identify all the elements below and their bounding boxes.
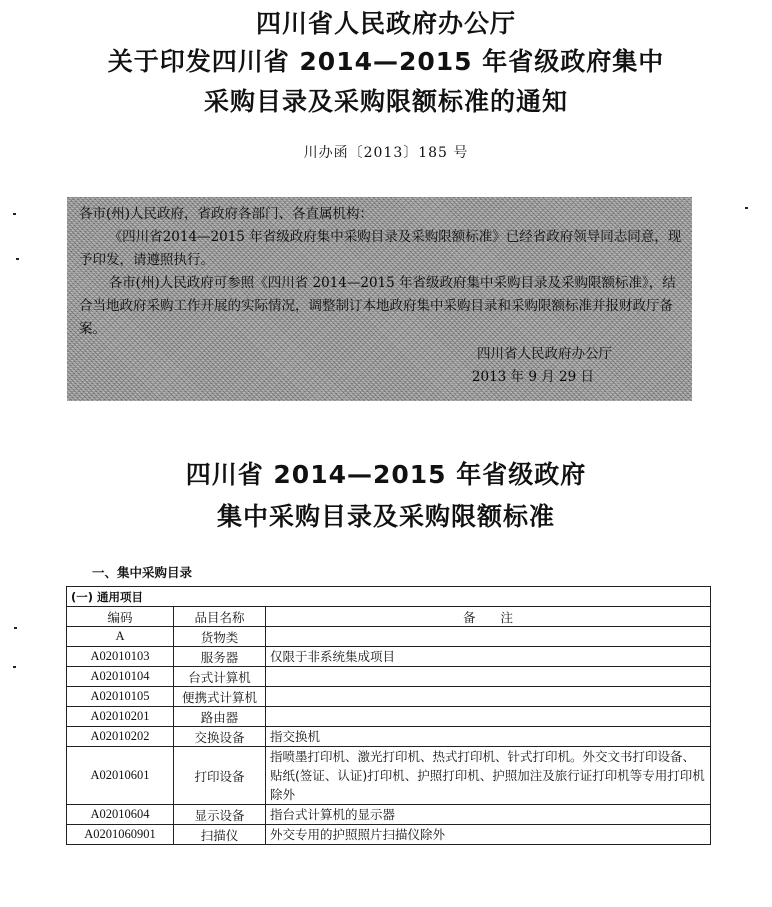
code-cell: A0201060901: [67, 825, 174, 845]
code-cell: A02010604: [67, 805, 174, 825]
column-header-code: 编码: [67, 607, 174, 627]
code-cell: A02010103: [67, 647, 174, 667]
catalog-title-line-1: 四川省 2014—2015 年省级政府: [185, 460, 587, 489]
catalog-title-line-2: 集中采购目录及采购限额标准: [216, 502, 555, 531]
document-title-line-3: 采购目录及采购限额标准的通知: [203, 87, 568, 116]
notice-date: 2013 年 9 月 29 日: [471, 369, 594, 385]
issuer-title: 四川省人民政府办公厅: [255, 9, 516, 38]
column-header-note: 备 注: [266, 607, 711, 627]
notice-paragraph-1: 《四川省2014—2015 年省级政府集中采购目录及采购限额标准》已经省政府领导同志同意，现予印发，请遵照执行。: [79, 229, 682, 268]
table-row: [67, 647, 711, 667]
document-number: 川办函〔2013〕185 号: [303, 145, 469, 161]
table-header-row: [67, 607, 711, 627]
table-group-row: [67, 587, 711, 607]
note-cell: 指交换机: [266, 727, 711, 747]
name-cell: 打印设备: [174, 747, 266, 805]
code-cell: A02010104: [67, 667, 174, 687]
code-cell: A02010201: [67, 707, 174, 727]
name-cell: 便携式计算机: [174, 687, 266, 707]
table-row: [67, 627, 711, 647]
name-cell: 货物类: [174, 627, 266, 647]
table-row: [67, 747, 711, 805]
name-cell: 服务器: [174, 647, 266, 667]
note-cell: 指台式计算机的显示器: [266, 805, 711, 825]
note-cell: [266, 627, 711, 647]
name-cell: 台式计算机: [174, 667, 266, 687]
name-cell: 路由器: [174, 707, 266, 727]
notice-signature: 四川省人民政府办公厅: [477, 346, 612, 362]
scan-speck: [13, 213, 16, 215]
table-row: [67, 687, 711, 707]
scan-speck: [745, 207, 748, 209]
note-cell: [266, 707, 711, 727]
document-title-line-2: 关于印发四川省 2014—2015 年省级政府集中: [107, 47, 665, 76]
notice-paragraph-2: 各市(州)人民政府可参照《四川省 2014—2015 年省级政府集中采购目录及采购限额标准》，结合当地政府采购工作开展的实际情况，调整制订本地政府集中采购目录和采购限额标准并报财政厅备案。: [79, 275, 676, 337]
name-cell: 显示设备: [174, 805, 266, 825]
note-cell: [266, 687, 711, 707]
table-row: [67, 825, 711, 845]
scan-speck: [14, 627, 17, 629]
code-cell: A02010601: [67, 747, 174, 805]
notice-salutation: 各市(州)人民政府，省政府各部门、各直属机构：: [79, 206, 374, 222]
code-cell: A: [67, 627, 174, 647]
scan-speck: [13, 666, 16, 668]
name-cell: 扫描仪: [174, 825, 266, 845]
table-row: [67, 667, 711, 687]
code-cell: A02010202: [67, 727, 174, 747]
column-header-name: 品目名称: [174, 607, 266, 627]
group-label: (一) 通用项目: [67, 587, 711, 607]
section-heading: 一、集中采购目录: [92, 565, 193, 580]
notice-body: [67, 197, 692, 401]
note-cell: 仅限于非系统集成项目: [266, 647, 711, 667]
code-cell: A02010105: [67, 687, 174, 707]
note-cell: 指喷墨打印机、激光打印机、热式打印机、针式打印机。外交文书打印设备、贴纸(签证、认证)打印机、护照打印机、护照加注及旅行证打印机等专用打印机除外: [266, 747, 711, 805]
table-row: [67, 727, 711, 747]
note-cell: 外交专用的护照照片扫描仪除外: [266, 825, 711, 845]
table-row: [67, 805, 711, 825]
note-cell: [266, 667, 711, 687]
catalog-table: [66, 586, 711, 845]
name-cell: 交换设备: [174, 727, 266, 747]
scan-speck: [16, 258, 19, 260]
table-row: [67, 707, 711, 727]
